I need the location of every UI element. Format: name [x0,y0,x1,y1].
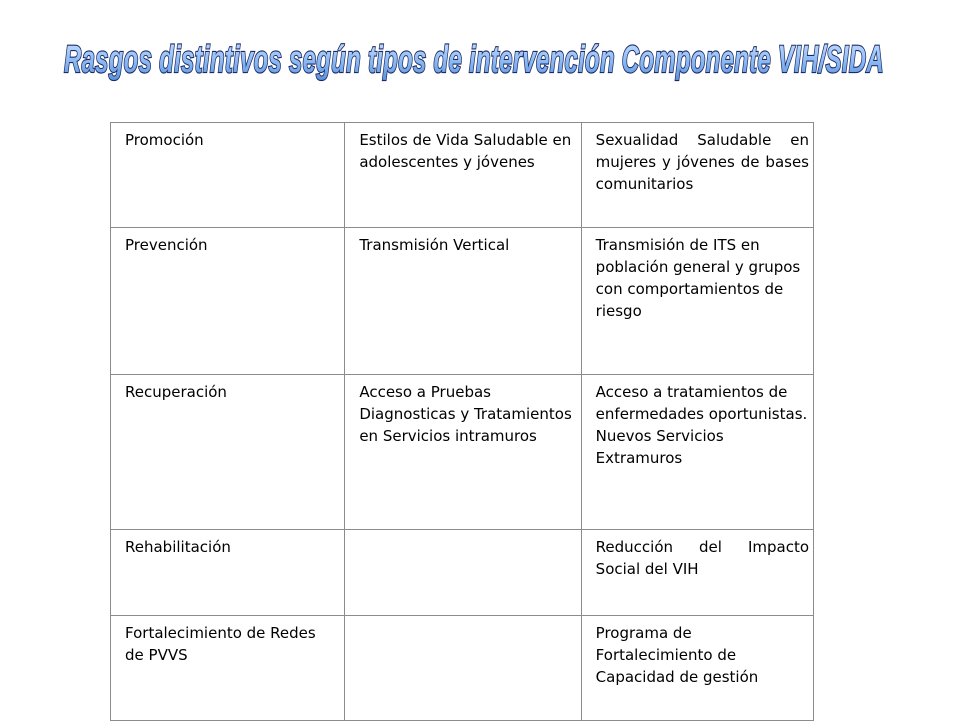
feature-cell: Reducción del Impacto Social del VIH [581,530,813,616]
feature-cell [581,375,813,530]
feature-cell: Sexualidad Saludable en mujeres y jóvenes de bases comunitarios [581,123,813,228]
table-row [111,375,814,530]
slide-title-text: Rasgos distintivos según tipos de intervención Componente VIH/SIDA [64,39,884,81]
table-row [111,228,814,375]
empty-cell [345,530,581,616]
table-row [111,530,814,616]
slide-title [0,28,960,88]
intervention-type-cell: Prevención [111,228,345,375]
intervention-type-cell: Fortalecimiento de Redes de PVVS [111,616,345,721]
feature-cell: Acceso a Pruebas Diagnosticas y Tratamientos en Servicios intramuros [345,375,581,530]
intervention-type-cell: Rehabilitación [111,530,345,616]
feature-line: Nuevos Servicios Extramuros [595,427,724,467]
empty-cell [345,616,581,721]
intervention-type-cell: Promoción [111,123,345,228]
table-row [111,616,814,721]
feature-cell: Transmisión Vertical [345,228,581,375]
feature-line: Acceso a tratamientos de enfermedades oportunistas. [595,383,808,423]
intervention-table [110,122,814,721]
feature-cell: Transmisión de ITS en población general y grupos con comportamientos de riesgo [581,228,813,375]
feature-cell: Estilos de Vida Saludable en adolescentes y jóvenes [345,123,581,228]
intervention-type-cell: Recuperación [111,375,345,530]
feature-cell: Programa de Fortalecimiento de Capacidad de gestión [581,616,813,721]
table-row [111,123,814,228]
